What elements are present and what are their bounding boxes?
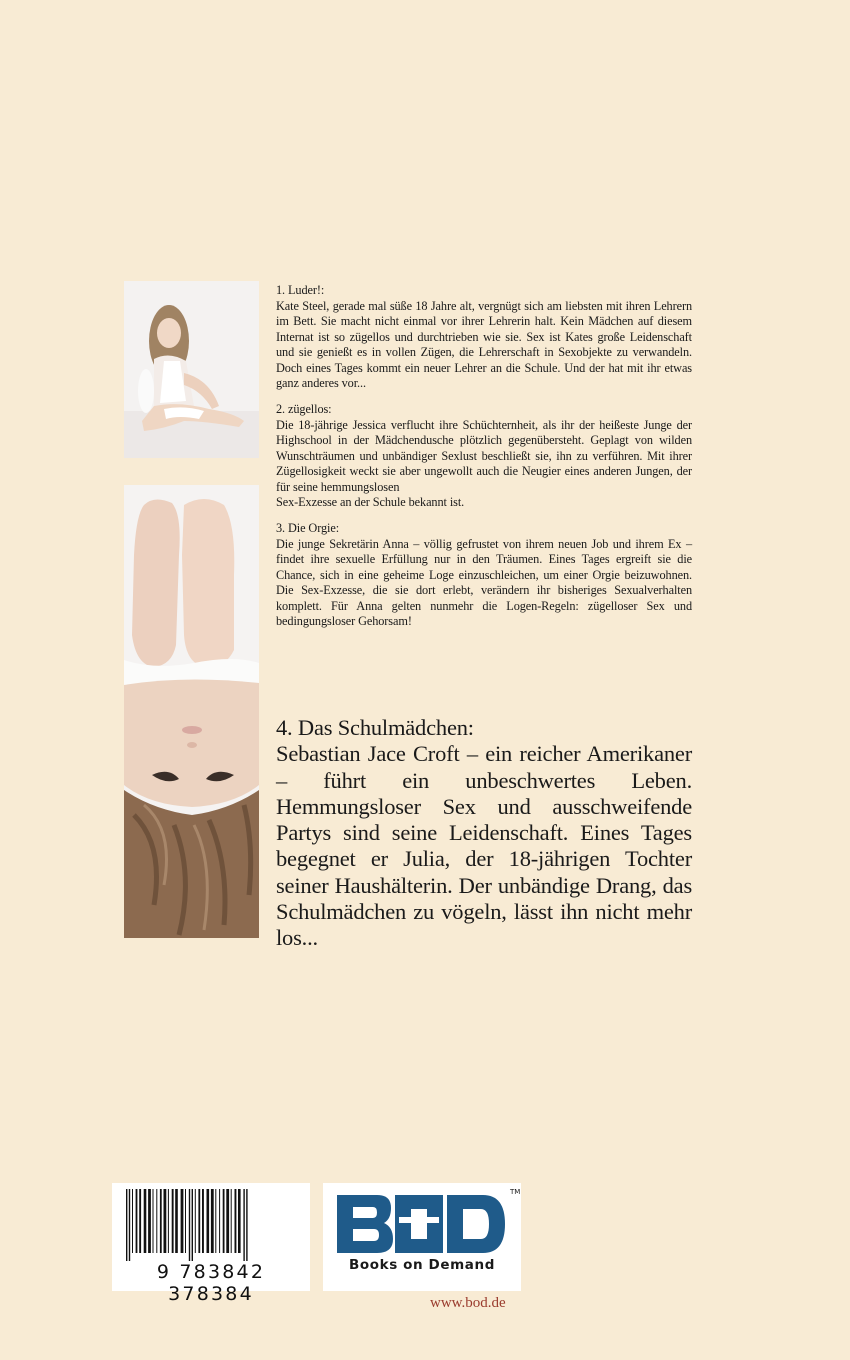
trademark-mark: TM xyxy=(510,1188,521,1196)
story-1 xyxy=(276,283,692,392)
isbn-number: 9 783842 378384 xyxy=(156,1261,266,1305)
story-1-title: 1. Luder!: xyxy=(276,283,325,297)
bod-logo-icon xyxy=(335,1193,507,1255)
story-4 xyxy=(276,715,692,952)
story-2-title: 2. zügellos: xyxy=(276,402,332,416)
story-3-body: Die junge Sekretärin Anna – völlig gefrustet von ihrem neuen Job und ihrem Ex – findet ihre sexuelle Erfüllung nur in den Träumen. Eines Tages ergreift sie die Chance, sich in eine geheime Loge einzuschleichen, um einer Orgie beizuwohnen. Die Sex-Exzesse, die sie dort erlebt, verändern ihr bisheriges Sexualverhalten komplett. Für Anna gelten nunmehr die Logen-Regeln: zügelloser Sex und bedingungsloser Gehorsam! xyxy=(276,536,692,628)
story-4-title: 4. Das Schulmädchen: xyxy=(276,715,474,740)
cover-photo-sitting-woman xyxy=(124,281,259,458)
story-1-body: Kate Steel, gerade mal süße 18 Jahre alt, vergnügt sich am liebsten mit ihren Lehrern im Bett. Sie macht nicht einmal vor ihrer Lehrerin halt. Kein Mädchen auf diesem Internat ist so zügellos und durchtrieben wie sie. Sex ist Kates große Leidenschaft und sie genießt es in vollen Zügen, die Lehrerschaft in Sexobjekte zu verwandeln. Doch eines Tages kommt ein neuer Lehrer an die Schule. Und der hat mit ihr etwas ganz anderes vor... xyxy=(276,298,692,390)
story-2-body: Die 18-jährige Jessica verflucht ihre Schüchternheit, als ihr der heißeste Junge der Highschool in der Mädchendusche plötzlich gegenübersteht. Geplagt von wilden Wunschträumen und unbändiger Sexlust beschließt sie, ihn zu verführen. Mit ihrer Zügellosigkeit weckt sie aber ungewollt auch die Neugier eines anderen Jungen, der für seine hemmungslosen xyxy=(276,417,692,494)
publisher-tagline: Books on Demand xyxy=(349,1257,495,1273)
story-4-body: Sebastian Jace Croft – ein reicher Amerikaner – führt ein unbeschwertes Leben. Hemmungsloser Sex und ausschweifende Partys sind seine Leidenschaft. Eines Tages begegnet er Julia, der 18-jährigen Tochter seiner Haushälterin. Der unbändige Drang, das Schulmädchen zu vögeln, lässt ihn nicht mehr los... xyxy=(276,741,692,951)
story-2 xyxy=(276,402,692,511)
story-3 xyxy=(276,521,692,630)
story-2-body-end: Sex-Exzesse an der Schule bekannt ist. xyxy=(276,495,465,509)
publisher-url: www.bod.de xyxy=(430,1295,506,1311)
barcode-bars xyxy=(120,1189,302,1261)
publisher-logo xyxy=(323,1183,521,1291)
cover-photo-lying-woman xyxy=(124,485,259,938)
isbn-barcode xyxy=(112,1183,310,1305)
story-3-title: 3. Die Orgie: xyxy=(276,521,340,535)
